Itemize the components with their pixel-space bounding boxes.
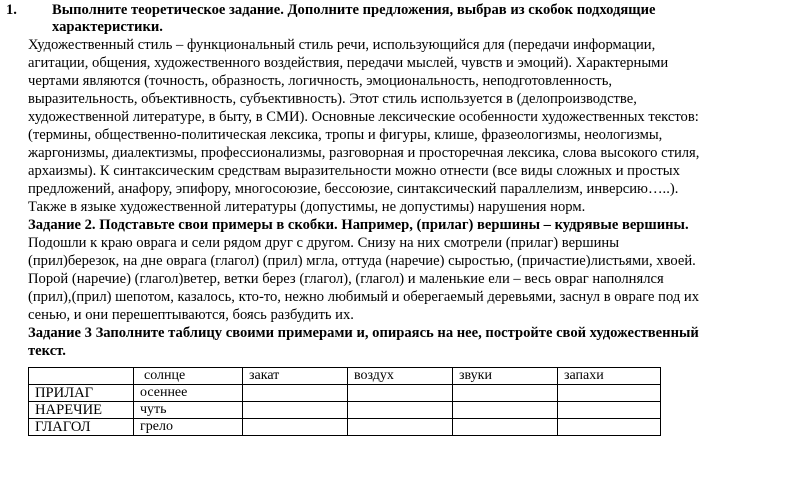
table-cell[interactable] bbox=[348, 385, 453, 402]
table-cell[interactable]: осеннее bbox=[134, 385, 243, 402]
task2-text-line: Подошли к краю оврага и сели рядом друг с другом. Снизу на них смотрели (прилаг) вершины bbox=[28, 235, 620, 251]
task1-text-line: предложений, анафору, эпифору, многосоюзие, бессоюзие, синтаксический параллелизм, инверсию…..). bbox=[28, 181, 679, 197]
table-header-cell[interactable] bbox=[29, 368, 134, 385]
table-cell[interactable] bbox=[348, 419, 453, 436]
task1-text-line: жаргонизмы, диалектизмы, профессионализмы, разговорная и просторечная лексика, слова высокого стиля, bbox=[28, 145, 700, 161]
task2-text-line: Порой (наречие) (глагол)ветер, ветки берез (глагол), (глагол) и маленькие ели – весь овраг наполнялся bbox=[28, 271, 664, 287]
table-header-cell[interactable]: воздух bbox=[348, 368, 453, 385]
table-cell[interactable] bbox=[558, 385, 661, 402]
table-cell[interactable]: чуть bbox=[134, 402, 243, 419]
task1-text-line: художественной литературе, в быту, в СМИ). Основные лексические особенности художественных текстов: bbox=[28, 109, 699, 125]
task1-text-line: чертами являются (точность, образность, логичность, эмоциональность, неподготовленность, bbox=[28, 73, 612, 89]
task1-title-line2: характеристики. bbox=[52, 19, 163, 35]
table-cell[interactable] bbox=[453, 385, 558, 402]
table-row bbox=[29, 402, 661, 419]
task1-text-line: Художественный стиль – функциональный стиль речи, использующийся для (передачи информации, bbox=[28, 37, 656, 53]
task2-title: Задание 2. Подставьте свои примеры в скобки. Например, (прилаг) вершины – кудрявые вершины. bbox=[28, 217, 689, 233]
task2-text-line: (прил),(прил) шепотом, казалось, кто-то, нежно любимый и оберегаемый деревьями, заснул в овраге под их bbox=[28, 289, 700, 305]
task2-text-line: (прил)березок, на дне оврага (глагол) (прил) мгла, оттуда (наречие) сыростью, (причастие)листьями, хвоей. bbox=[28, 253, 696, 269]
table-cell[interactable] bbox=[453, 402, 558, 419]
table-cell[interactable] bbox=[243, 385, 348, 402]
examples-table bbox=[28, 367, 661, 436]
table-cell[interactable] bbox=[243, 419, 348, 436]
table-header-cell[interactable]: запахи bbox=[558, 368, 661, 385]
task1-text-line: архаизмы). К синтаксическим средствам выразительности можно отнести (все виды сложных и простых bbox=[28, 163, 680, 179]
task3-title-line1: Задание 3 Заполните таблицу своими примерами и, опираясь на нее, постройте свой художественный bbox=[28, 325, 699, 341]
table-row-label[interactable]: НАРЕЧИЕ bbox=[29, 402, 134, 419]
table-header-cell[interactable]: солнце bbox=[134, 368, 243, 385]
task1-text-line: выразительность, объективность, субъективность). Этот стиль используется в (делопроизводстве, bbox=[28, 91, 637, 107]
table-header-cell[interactable]: закат bbox=[243, 368, 348, 385]
table-cell[interactable] bbox=[558, 419, 661, 436]
task1-text-line: Также в языке художественной литературы (допустимы, не допустимы) нарушения норм. bbox=[28, 199, 586, 215]
table-header-row bbox=[29, 368, 661, 385]
task1-title-line1: Выполните теоретическое задание. Дополните предложения, выбрав из скобок подходящие bbox=[52, 2, 656, 18]
table-row-label[interactable]: ГЛАГОЛ bbox=[29, 419, 134, 436]
table-row bbox=[29, 385, 661, 402]
task3-title-line2: текст. bbox=[28, 343, 66, 359]
table-cell[interactable] bbox=[453, 419, 558, 436]
task1-text-line: (термины, общественно-политическая лексика, тропы и фигуры, клише, фразеологизмы, неологизмы, bbox=[28, 127, 663, 143]
table-header-cell[interactable]: звуки bbox=[453, 368, 558, 385]
task1-text-line: агитации, общения, художественного воздействия, передачи мыслей, чувств и эмоций). Характерными bbox=[28, 55, 669, 71]
table-cell[interactable] bbox=[243, 402, 348, 419]
task1-number: 1. bbox=[6, 2, 17, 18]
table-row-label[interactable]: ПРИЛАГ bbox=[29, 385, 134, 402]
table-cell[interactable] bbox=[348, 402, 453, 419]
task2-text-line: сенью, и они перешептываются, боясь разбудить их. bbox=[28, 307, 354, 323]
table-cell[interactable]: грело bbox=[134, 419, 243, 436]
table-cell[interactable] bbox=[558, 402, 661, 419]
table-row bbox=[29, 419, 661, 436]
